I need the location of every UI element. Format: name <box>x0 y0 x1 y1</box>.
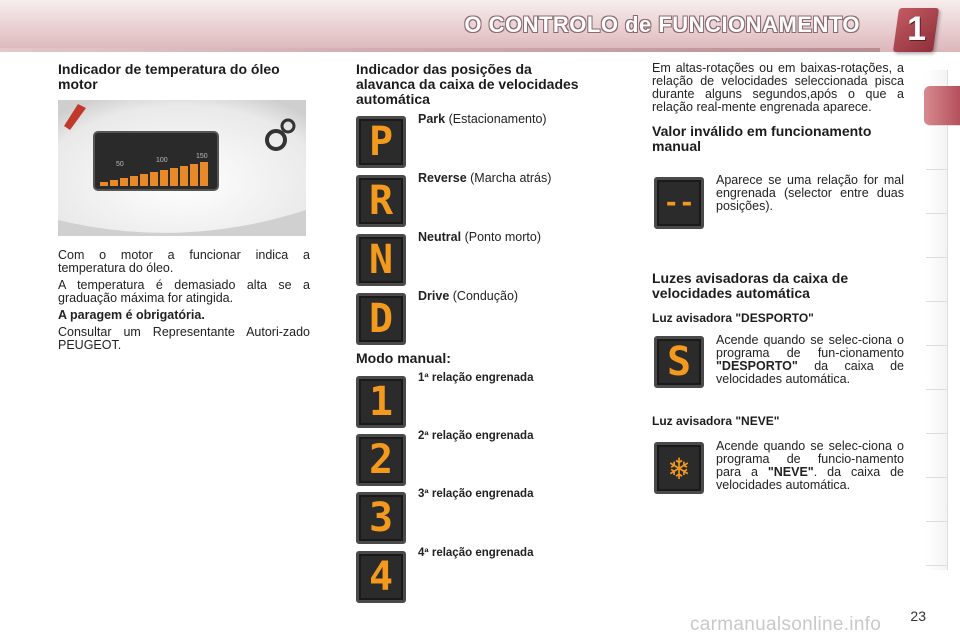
neutral-glyph: N <box>368 237 394 283</box>
reverse-desc: (Marcha atrás) <box>470 171 552 185</box>
header-rule <box>0 48 880 52</box>
drive-glyph: D <box>368 296 394 342</box>
oil-description <box>58 249 310 352</box>
gear-3-glyph: 3 <box>368 495 394 541</box>
reverse-glyph: R <box>368 178 394 224</box>
label-reverse <box>418 171 551 185</box>
watermark-text: carmanualsonline.info <box>690 614 882 635</box>
chapter-tab-7[interactable] <box>926 350 948 390</box>
snow-text-c: . da caixa de velocidades automática. <box>716 465 904 492</box>
indicator-drive <box>356 293 406 345</box>
indicator-gear-4 <box>356 551 406 603</box>
gear-2-label: 2ª relação engrenada <box>418 430 534 442</box>
chapter-tab-6[interactable] <box>926 306 948 346</box>
indicator-neutral <box>356 234 406 286</box>
gearbox-section-title: Indicador das posições da alavanca da caixa de velocidades automática <box>356 61 579 107</box>
oil-section-title: Indicador de temperatura do óleo motor <box>58 61 280 92</box>
flashing-gear-text: Em altas-rotações ou em baixas-rotações, a relação de velocidades seleccionada pisca durante alguns segundos,após o que a relação real-mente engrenada aparece. <box>652 61 904 114</box>
indicator-reverse <box>356 175 406 227</box>
indicator-invalid <box>654 177 704 229</box>
reverse-label: Reverse <box>418 171 467 185</box>
warning-lights-title: Luzes avisadoras da caixa de velocidades automática <box>652 270 849 301</box>
chapter-tab-5[interactable] <box>926 262 948 302</box>
label-neutral <box>418 230 541 244</box>
indicator-park <box>356 116 406 168</box>
snow-text-a: Acende quando se selec-ciona o programa de funcio-namento para a <box>716 439 904 479</box>
snow-light-text <box>716 440 904 492</box>
oil-temperature-gauge-image <box>58 100 306 236</box>
chapter-tab-11[interactable] <box>926 526 948 566</box>
gear-4-glyph: 4 <box>368 554 394 600</box>
chapter-tab-9[interactable] <box>926 438 948 478</box>
chapter-tab-1[interactable] <box>924 86 960 126</box>
gear-3-label: 3ª relação engrenada <box>418 488 534 500</box>
invalid-glyph: -- <box>663 188 695 218</box>
snowflake-icon: ❄ <box>669 449 689 487</box>
gauge-tick-150: 150 <box>196 153 208 160</box>
sport-icon: S <box>666 339 692 385</box>
sport-text-c: da caixa de velocidades automática. <box>716 359 904 386</box>
right-column <box>652 62 904 154</box>
gear-1-glyph: 1 <box>368 379 394 425</box>
sport-light-title: Luz avisadora "DESPORTO" <box>652 311 814 325</box>
chapter-tab-4[interactable] <box>926 218 948 258</box>
manual-mode-title: Modo manual: <box>356 350 451 366</box>
park-label: Park <box>418 112 446 126</box>
page-title: O CONTROLO de FUNCIONAMENTO <box>464 12 860 37</box>
sport-text-b: "DESPORTO" <box>716 359 798 373</box>
gauge-tick-50: 50 <box>116 161 124 168</box>
gearbox-section <box>356 62 592 107</box>
oil-text-2: A temperatura é demasiado alta se a graduação máxima for atingida. <box>58 278 310 305</box>
sport-text-a: Acende quando se selec-ciona o programa de fun-cionamento <box>716 333 904 360</box>
label-drive <box>418 289 518 303</box>
page-number: 23 <box>910 608 926 624</box>
chapter-tab-8[interactable] <box>926 394 948 434</box>
indicator-gear-3 <box>356 492 406 544</box>
gauge-tick-100: 100 <box>156 157 168 164</box>
park-glyph: P <box>368 119 394 165</box>
invalid-value-title: Valor inválido em funcionamento manual <box>652 123 872 154</box>
gear-4-label: 4ª relação engrenada <box>418 547 534 559</box>
oil-text-4: Consultar um Representante Autori-zado PEUGEOT. <box>58 325 310 352</box>
neutral-label: Neutral <box>418 230 462 244</box>
chapter-tab-2[interactable] <box>926 130 948 170</box>
sport-warning-light <box>654 336 704 388</box>
neutral-desc: (Ponto morto) <box>464 230 541 244</box>
snow-light-title: Luz avisadora "NEVE" <box>652 414 780 428</box>
chapter-tab-3[interactable] <box>926 174 948 214</box>
drive-label: Drive <box>418 289 450 303</box>
label-park <box>418 112 547 126</box>
gear-2-glyph: 2 <box>368 437 394 483</box>
park-desc: (Estacionamento) <box>448 112 547 126</box>
gear-1-label: 1ª relação engrenada <box>418 372 534 384</box>
chapter-number: 1 <box>907 10 926 48</box>
sport-light-text <box>716 334 904 386</box>
indicator-gear-2 <box>356 434 406 486</box>
chapter-tab-10[interactable] <box>926 482 948 522</box>
oil-text-3: A paragem é obrigatória. <box>58 308 205 322</box>
snow-warning-light <box>654 442 704 494</box>
indicator-gear-1 <box>356 376 406 428</box>
oil-text-1: Com o motor a funcionar indica a temperatura do óleo. <box>58 248 310 275</box>
snow-text-b: "NEVE" <box>767 465 814 479</box>
invalid-value-text: Aparece se uma relação for mal engrenada (selector entre duas posições). <box>716 173 904 213</box>
drive-desc: (Condução) <box>452 289 519 303</box>
oil-temperature-section <box>58 62 310 92</box>
